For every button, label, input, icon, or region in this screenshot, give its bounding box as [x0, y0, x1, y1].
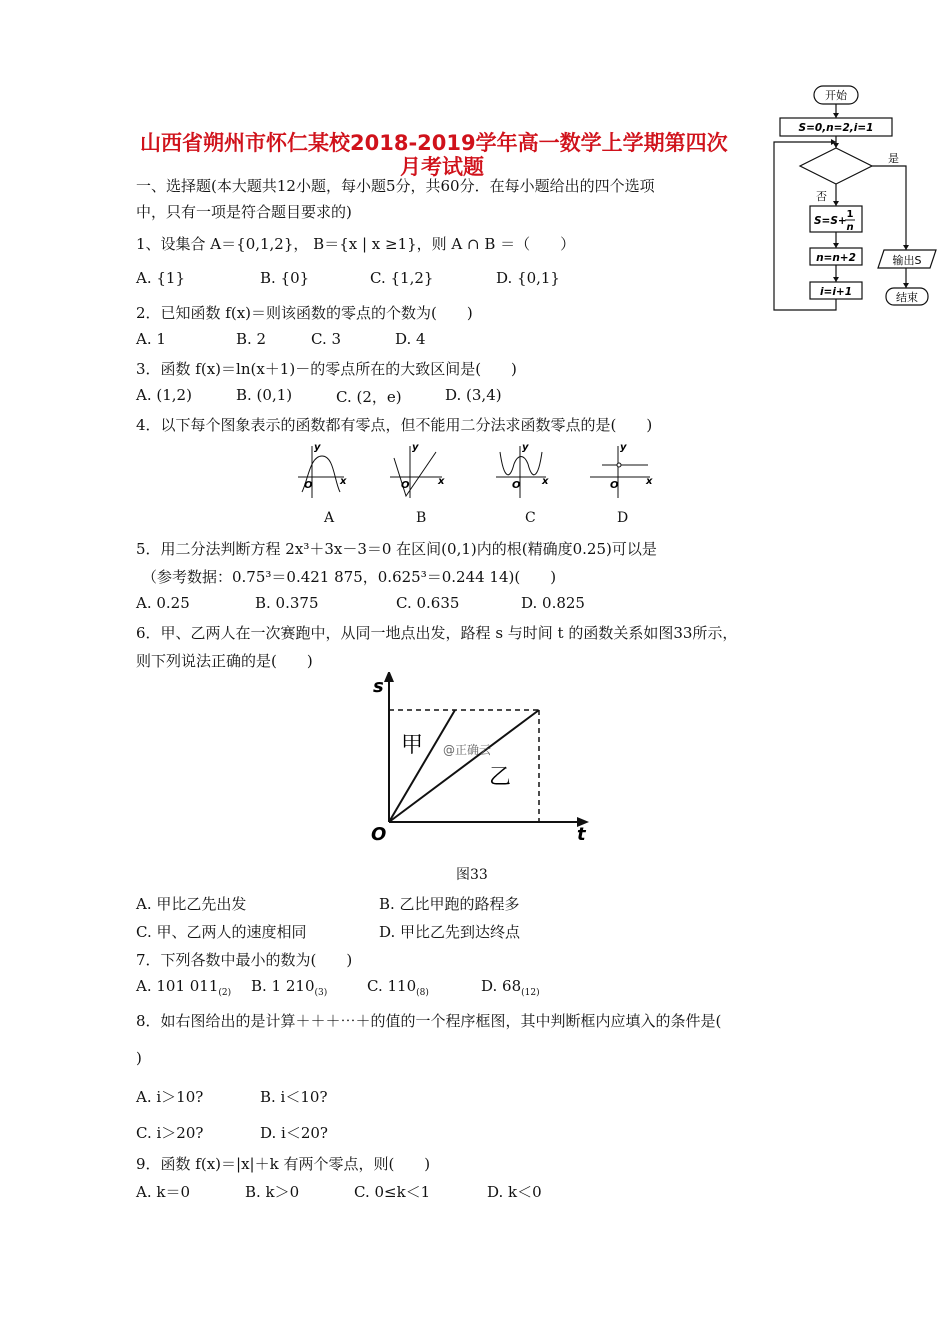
- svg-text:y: y: [314, 442, 321, 453]
- flow-output-text: 输出S: [892, 254, 922, 267]
- q4-graphs: [290, 440, 670, 504]
- svg-text:y: y: [620, 442, 627, 453]
- q9-option-c: C. 0≤k＜1: [354, 1183, 431, 1201]
- q6-line-jia: [389, 710, 455, 822]
- q2-option-b: B. 2: [236, 330, 267, 348]
- q1-option-d: D. {0,1}: [496, 269, 560, 287]
- q7-option-a: A. 101 $011_{(2)}$: [136, 977, 232, 998]
- q1-option-a: A. {1}: [136, 269, 185, 287]
- q7-option-b: B. 1 $210_{(3)}$: [251, 977, 328, 998]
- q6-graph: [355, 672, 595, 847]
- q3-option-c: C. (2，e): [336, 388, 402, 406]
- svg-text:x: x: [438, 476, 445, 487]
- q4-label-d: D: [617, 510, 629, 526]
- flow-end-text: 结束: [896, 291, 918, 304]
- q5-option-d: D. 0.825: [521, 594, 585, 612]
- svg-text:x: x: [340, 476, 347, 487]
- svg-text:O: O: [304, 480, 313, 491]
- q5-option-c: C. 0.635: [396, 594, 460, 612]
- q5-option-a: A. 0.25: [136, 594, 190, 612]
- q4-label-a: A: [324, 510, 335, 526]
- q6-option-d: D. 甲比乙先到达终点: [379, 923, 521, 941]
- q9-option-a: A. k＝0: [136, 1183, 191, 1201]
- svg-text:x: x: [542, 476, 549, 487]
- flow-frac-num: 1: [846, 209, 854, 220]
- q9-stem: 9．函数 f(x)＝|x|＋k 有两个零点，则( ): [136, 1155, 431, 1173]
- q8-option-d: D. i＜20?: [260, 1124, 328, 1142]
- svg-text:y: y: [522, 442, 529, 453]
- q2-option-c: C. 3: [311, 330, 342, 348]
- section-heading-1: 一、选择题(本大题共12小题，每小题5分，共60分．在每小题给出的四个选项: [136, 177, 655, 195]
- q2-stem: 2．已知函数 f(x)＝则该函数的零点的个数为( ): [136, 304, 473, 322]
- q6-option-a: A. 甲比乙先出发: [136, 895, 247, 913]
- flow-decision-diamond: [800, 148, 872, 184]
- q9-option-d: D. k＜0: [487, 1183, 542, 1201]
- q7-stem: 7．下列各数中最小的数为( ): [136, 951, 353, 969]
- svg-text:O: O: [401, 480, 410, 491]
- svg-text:x: x: [646, 476, 653, 487]
- q2-option-d: D. 4: [395, 330, 426, 348]
- q4-graph-b: [390, 446, 442, 498]
- q6-label-yi: 乙: [489, 765, 512, 790]
- q5-option-b: B. 0.375: [255, 594, 319, 612]
- q3-option-b: B. (0,1): [236, 386, 293, 404]
- q2-option-a: A. 1: [136, 330, 166, 348]
- flow-no-label: 否: [816, 190, 827, 203]
- q4-stem: 4．以下每个图象表示的函数都有零点，但不能用二分法求函数零点的是( ): [136, 416, 653, 434]
- q3-stem: 3．函数 f(x)＝ln(x＋1)－的零点所在的大致区间是( ): [136, 360, 517, 378]
- q6-axis-s: s: [373, 676, 384, 697]
- section-heading-2: 中，只有一项是符合题目要求的): [136, 203, 352, 221]
- q1-option-b: B. {0}: [260, 269, 310, 287]
- q1-stem: 1、设集合 A＝{0,1,2}， B＝{x | x ≥1}，则 A ∩ B ＝（ ）: [136, 235, 576, 253]
- q4-graph-c: [496, 446, 546, 498]
- flowchart: [770, 84, 940, 314]
- q3-option-a: A. (1,2): [136, 386, 192, 404]
- q7-option-c: C. $110_{(8)}$: [367, 977, 429, 998]
- q4-graph-d: [590, 446, 650, 498]
- q8-option-b: B. i＜10?: [260, 1088, 328, 1106]
- q5-stem: 5．用二分法判断方程 2x³＋3x－3＝0 在区间(0,1)内的根(精确度0.25)可以是: [136, 540, 657, 558]
- flow-frac-den: n: [846, 222, 854, 233]
- svg-text:y: y: [412, 442, 419, 453]
- q6-caption: 图33: [456, 867, 488, 883]
- q7-option-d: D. $68_{(12)}$: [481, 977, 540, 998]
- svg-text:O: O: [512, 480, 521, 491]
- q6-stem-1: 6．甲、乙两人在一次赛跑中，从同一地点出发，路程 s 与时间 t 的函数关系如图33所示，: [136, 624, 738, 642]
- q6-origin: O: [371, 824, 387, 845]
- q8-option-a: A. i＞10?: [136, 1088, 204, 1106]
- q4-label-c: C: [525, 510, 536, 526]
- flow-init-text: S=0,n=2,i=1: [798, 122, 874, 134]
- q5-reference: （参考数据：0.75³＝0.421 875，0.625³＝0.244 14)( ): [142, 568, 557, 586]
- q6-stem-2: 则下列说法正确的是( ): [136, 652, 313, 670]
- flow-start-text: 开始: [825, 89, 847, 102]
- q3-option-d: D. (3,4): [445, 386, 502, 404]
- q8-option-c: C. i＞20?: [136, 1124, 204, 1142]
- flow-update-s-text: S=S+: [814, 215, 847, 227]
- q9-option-b: B. k＞0: [245, 1183, 300, 1201]
- q6-option-c: C. 甲、乙两人的速度相同: [136, 923, 307, 941]
- flow-yes-label: 是: [888, 152, 899, 165]
- q1-option-c: C. {1,2}: [370, 269, 434, 287]
- q4-label-b: B: [416, 510, 427, 526]
- svg-text:O: O: [610, 480, 619, 491]
- page-title-line2: 月考试题: [400, 155, 484, 179]
- q6-option-b: B. 乙比甲跑的路程多: [379, 895, 520, 913]
- q8-stem: 8．如右图给出的是计算＋＋＋⋯＋的值的一个程序框图，其中判断框内应填入的条件是(: [136, 1012, 722, 1030]
- watermark: @正确云: [443, 743, 492, 757]
- q6-line-yi: [389, 710, 539, 822]
- q8-stem-tail: ): [136, 1049, 142, 1067]
- page-title-line1: 山西省朔州市怀仁某校2018-2019学年高一数学上学期第四次: [140, 131, 728, 155]
- flow-update-i-text: i=i+1: [819, 286, 853, 298]
- q6-axis-t: t: [577, 824, 586, 845]
- q6-label-jia: 甲: [401, 733, 424, 758]
- flow-update-n-text: n=n+2: [816, 252, 856, 264]
